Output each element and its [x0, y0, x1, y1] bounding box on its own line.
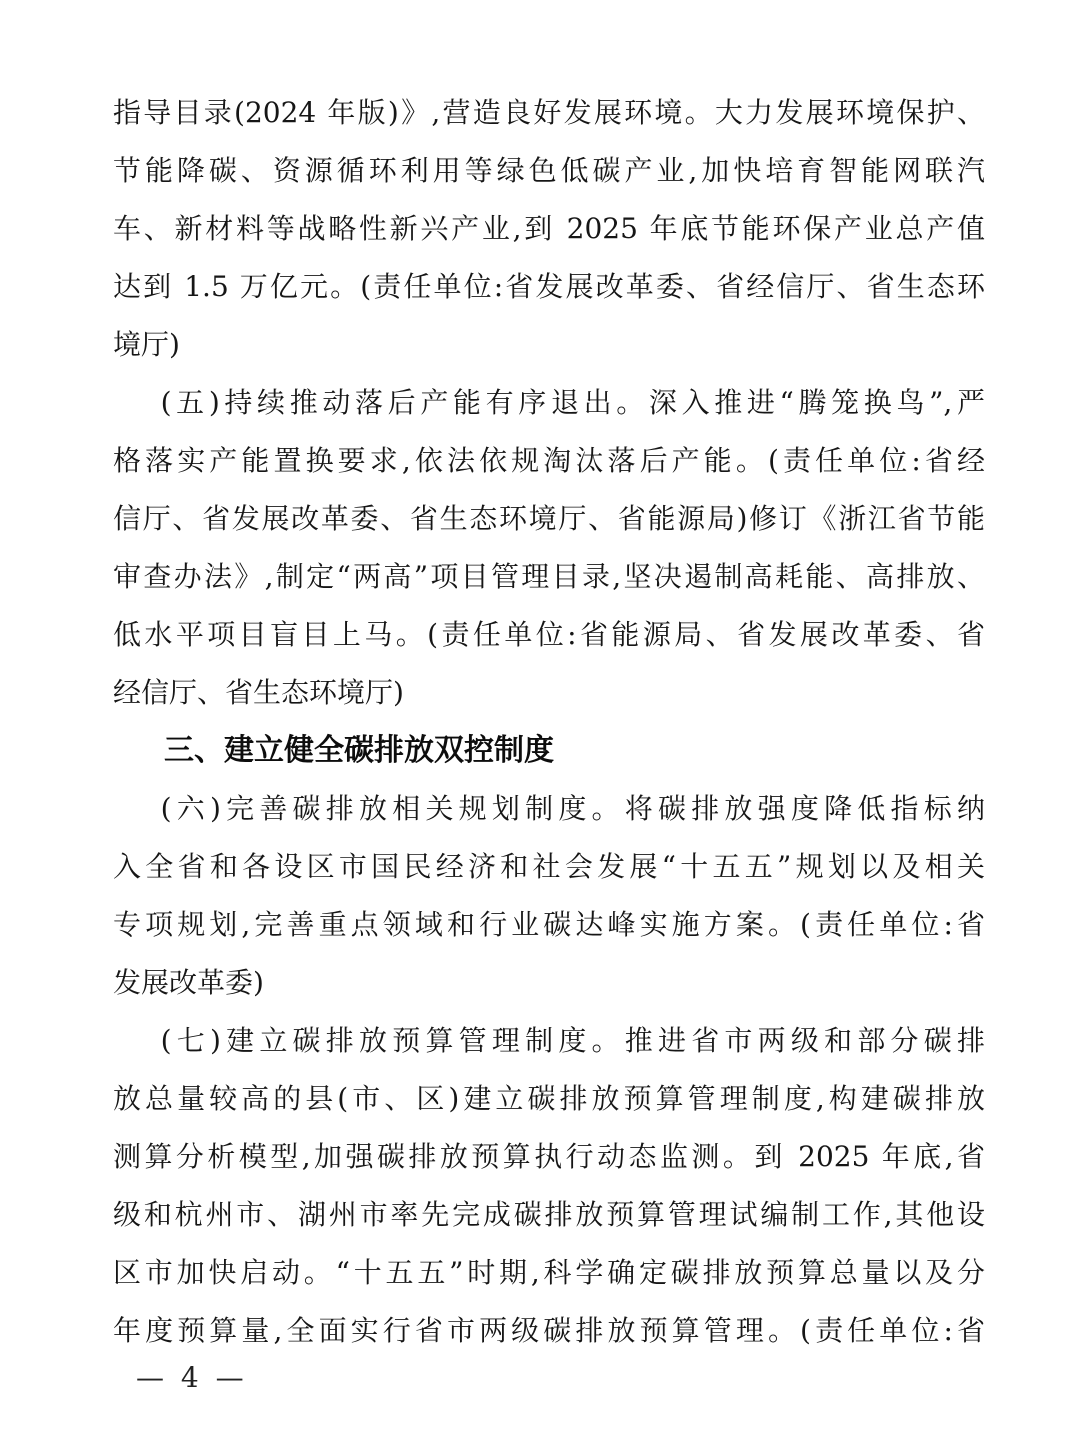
- text-line: 入全省和各设区市国民经济和社会发展“十五五”规划以及相关: [113, 850, 985, 883]
- text-line: 车、新材料等战略性新兴产业,到 2025 年底节能环保产业总产值: [113, 212, 985, 245]
- text-line: 区市加快启动。“十五五”时期,科学确定碳排放预算总量以及分: [113, 1256, 985, 1289]
- text-line: 节能降碳、资源循环利用等绿色低碳产业,加快培育智能网联汽: [113, 154, 985, 187]
- text-line: 格落实产能置换要求,依法依规淘汰落后产能。(责任单位:省经: [113, 444, 985, 477]
- text-line: (五)持续推动落后产能有序退出。深入推进“腾笼换鸟”,严: [160, 386, 985, 419]
- page-number: — 4 —: [136, 1361, 248, 1394]
- text-line: 境厅): [113, 328, 180, 361]
- text-line: 信厅、省发展改革委、省生态环境厅、省能源局)修订《浙江省节能: [113, 502, 985, 535]
- text-line: 级和杭州市、湖州市率先完成碳排放预算管理试编制工作,其他设: [113, 1198, 985, 1231]
- text-line: 低水平项目盲目上马。(责任单位:省能源局、省发展改革委、省: [113, 618, 985, 651]
- document-body: [113, 84, 985, 1360]
- text-line: (六)完善碳排放相关规划制度。将碳排放强度降低指标纳: [160, 792, 985, 825]
- text-line: 审查办法》,制定“两高”项目管理目录,坚决遏制高耗能、高排放、: [113, 560, 985, 593]
- text-line: 年度预算量,全面实行省市两级碳排放预算管理。(责任单位:省: [113, 1314, 985, 1347]
- text-line: 测算分析模型,加强碳排放预算执行动态监测。到 2025 年底,省: [113, 1140, 985, 1173]
- text-line: 达到 1.5 万亿元。(责任单位:省发展改革委、省经信厅、省生态环: [113, 270, 985, 303]
- section-heading: 三、建立健全碳排放双控制度: [164, 733, 554, 768]
- text-line: 指导目录(2024 年版)》,营造良好发展环境。大力发展环境保护、: [113, 96, 985, 129]
- text-line: (七)建立碳排放预算管理制度。推进省市两级和部分碳排: [160, 1024, 985, 1057]
- text-line: 专项规划,完善重点领域和行业碳达峰实施方案。(责任单位:省: [113, 908, 985, 941]
- text-line: 经信厅、省生态环境厅): [113, 676, 404, 709]
- text-line: 发展改革委): [113, 966, 264, 999]
- text-line: 放总量较高的县(市、区)建立碳排放预算管理制度,构建碳排放: [113, 1082, 985, 1115]
